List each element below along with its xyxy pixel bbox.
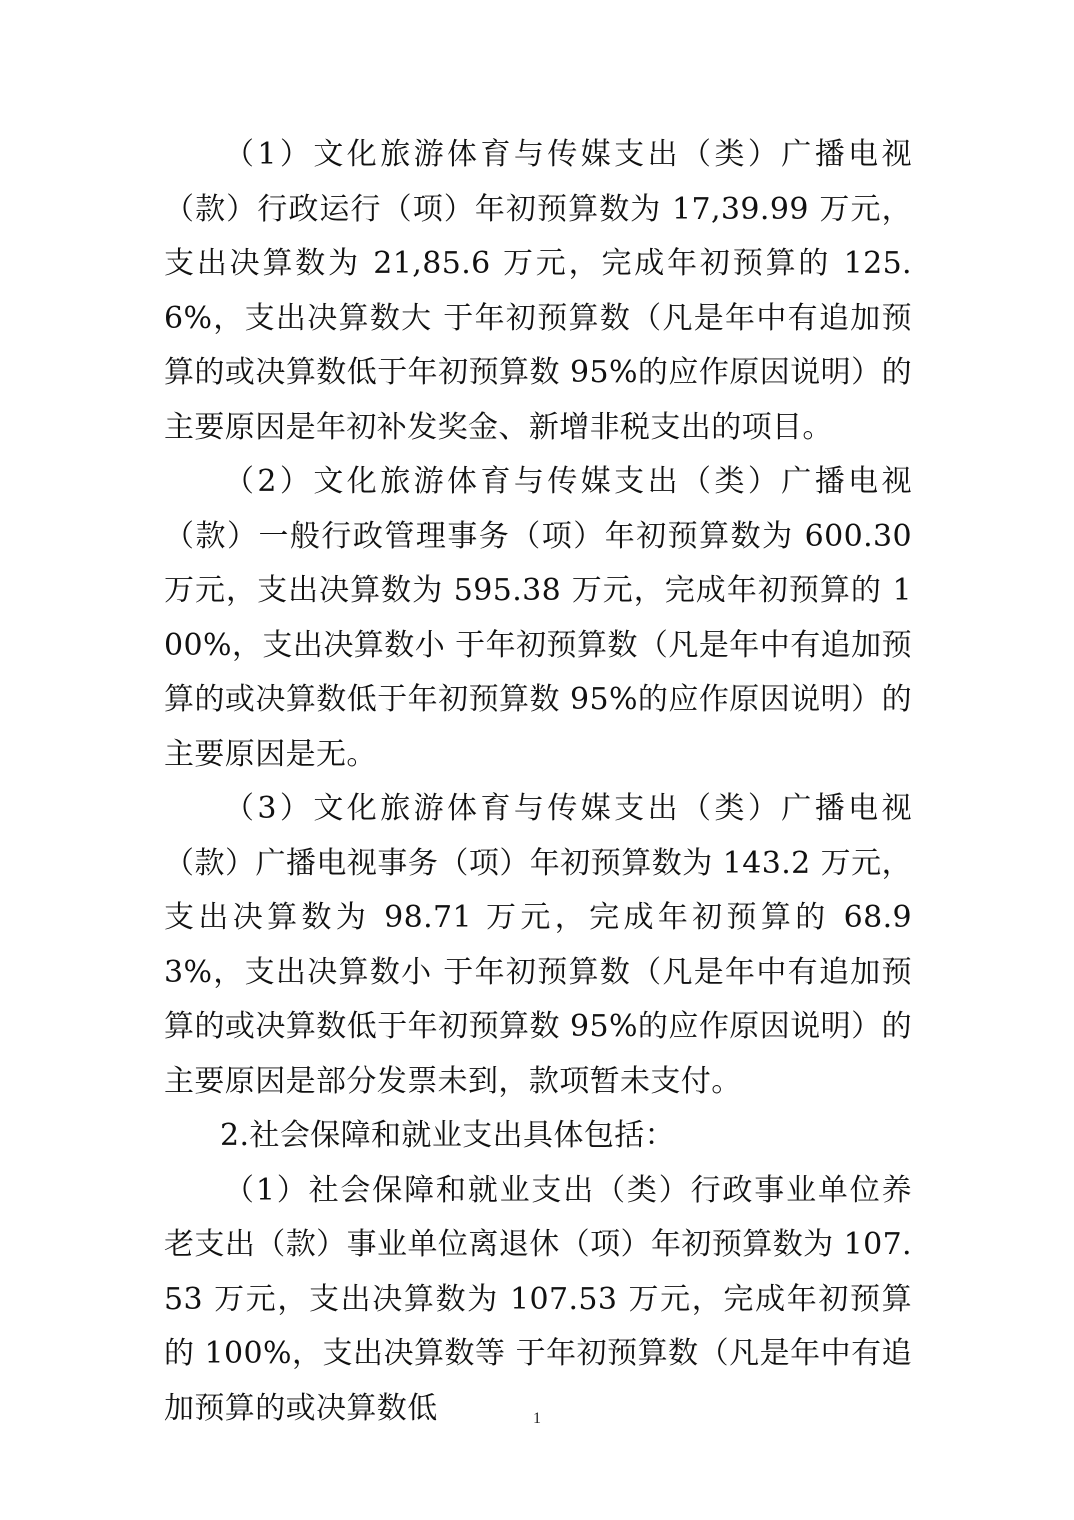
paragraph-retirement-expenditure: （1）社会保障和就业支出（类）行政事业单位养老支出（款）事业单位离退休（项）年初预算数为 107.53 万元，支出决算数为 107.53 万元，完成年初预算的 100%，支出决算数等 于年初预算数（凡是年中有追加预算的或决算数低: [164, 1172, 912, 1426]
page-number: 1: [533, 1410, 541, 1427]
section-heading-social-security: 2.社会保障和就业支出具体包括：: [220, 1118, 676, 1153]
paragraph-broadcast-general-admin: （2）文化旅游体育与传媒支出（类）广播电视（款）一般行政管理事务（项）年初预算数为 600.30 万元，支出决算数为 595.38 万元，完成年初预算的 100%，支出决算数小 于年初预算数（凡是年中有追加预算的或决算数低于年初预算数 95%的应作原因说明）的主要原因是无。: [164, 464, 912, 772]
paragraph-broadcast-affairs: （3）文化旅游体育与传媒支出（类）广播电视（款）广播电视事务（项）年初预算数为 143.2 万元，支出决算数为 98.71 万元，完成年初预算的 68.93%，支出决算数小 于年初预算数（凡是年中有追加预算的或决算数低于年初预算数 95%的应作原因说明）的主要原因是部分发票未到，款项暂未支付。: [164, 791, 912, 1099]
document-body: [164, 128, 912, 1436]
paragraph-broadcast-admin-operation: （1）文化旅游体育与传媒支出（类）广播电视（款）行政运行（项）年初预算数为 17,39.99 万元，支出决算数为 21,85.6 万元，完成年初预算的 125.6%，支出决算数大 于年初预算数（凡是年中有追加预算的或决算数低于年初预算数 95%的应作原因说明）的主要原因是年初补发奖金、新增非税支出的项目。: [164, 137, 912, 445]
